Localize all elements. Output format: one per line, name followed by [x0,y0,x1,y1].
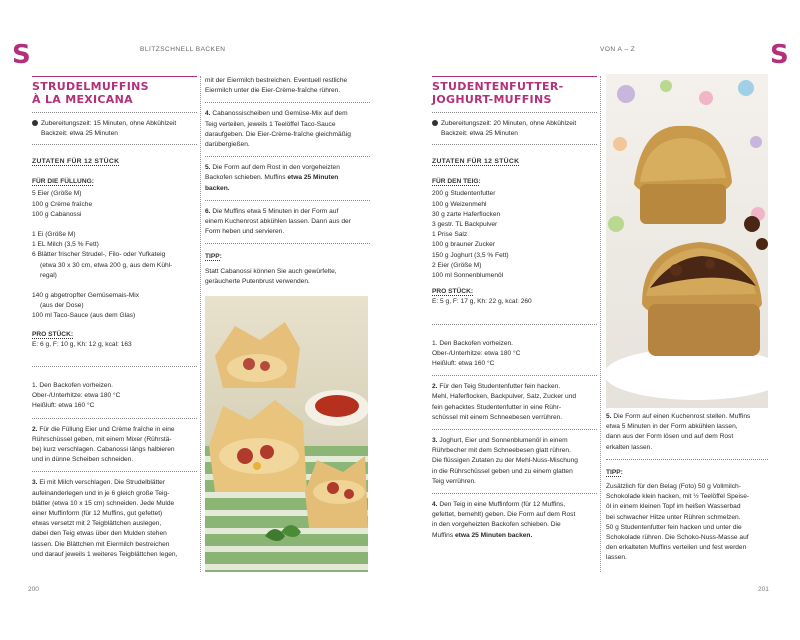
recipe2-step1-line2: Ober-/Unterhitze: etwa 180 °C [432,349,521,357]
ingredient: 100 g Cabanossi [32,210,82,218]
tip-text: öl in einem kleinen Topf im heißen Wasserbad [606,503,741,511]
step-text: lassen. Die Blättchen mit Eiermilch bestreichen [32,540,170,548]
ingredient: regal) [40,271,57,279]
step-number: 4. [432,501,438,509]
ingredient: 2 Eier (Größe M) [432,261,482,269]
recipe2-bake-time: Backzeit: etwa 25 Minuten [441,129,518,137]
step-text: Die flüssigen Zutaten zu der Mehl-Nuss-Mischung [432,457,578,465]
ingredient: (etwa 30 x 30 cm, etwa 200 g, aus dem Kühl- [40,261,173,269]
recipe1-step1-line1: 1. Den Backofen vorheizen. [32,382,114,390]
recipe1-column1 [32,76,197,560]
column-divider [200,76,201,572]
step-text: Mehl, Haferflocken, Backpulver, Salz, Zucker und [432,393,577,401]
step-text: gefettet, bemehlt) geben. Die Form auf dem Rost [432,511,576,519]
step-text: dabei den Teig etwas über den Mulden stehen [32,530,167,538]
clock-icon [432,120,438,126]
ingredient: (aus der Dose) [40,302,84,310]
ingredient: 1 Ei (Größe M) [32,231,76,239]
recipe1-tip [205,267,370,287]
section-letter-left: S [12,40,31,70]
step-text: etwa 5 Minuten in der Form abkühlen lassen, [606,423,738,431]
step-number: 2. [32,425,38,433]
recipe2-tip [606,482,768,564]
step-text: Joghurt, Eier und Sonnenblumenöl in einem [439,437,568,445]
ingredient: 3 gestr. TL Backpulver [432,221,498,229]
recipe1-step3 [32,478,197,560]
step-text: be) kurz verschlagen. Cabanossi längs halbieren [32,446,175,454]
step-number: 2. [432,383,438,391]
step-text: Muffins [432,531,455,539]
recipe2-step1 [432,339,597,370]
recipe1-title [32,76,197,106]
ingredient: 100 ml Sonnenblumenöl [432,272,504,280]
step-text: daraufgeben. Die Eier-Crème-fraîche gleichmäßig [205,130,351,138]
step-text: fein gehacktes Studentenfutter in eine Rühr- [432,403,562,411]
tip-text: den erkalteten Muffins verteilen und fest werden [606,544,747,552]
step-number: 5. [606,413,612,420]
step-text: blätter (etwa 10 x 15 cm) schneiden. Jede Mulde [32,499,175,507]
section-letter-right: S [770,40,789,70]
recipe2-title-line1: STUDENTENFUTTER- [432,80,564,93]
recipe1-prep-line1: Zubereitungszeit: 15 Minuten, ohne Abkühlzeit [41,120,177,127]
step-number: 5. [205,164,211,172]
recipe1-filling-head: FÜR DIE FÜLLUNG: [32,178,94,186]
step-number: 4. [205,110,211,118]
step-text: Teig verrühren. [432,477,476,485]
step-text: erkalten lassen. [606,443,653,451]
step-text: Teig verteilen, jeweils 1 Teelöffel Taco-Sauce [205,120,336,128]
step-text: Die Form auf dem Rost in den vorgeheizten [212,164,340,172]
step-text: mit der Eiermilch bestreichen. Eventuell restliche [205,77,348,84]
recipe1-title-line1: STRUDELMUFFINS [32,80,149,93]
recipe2-dough-head: FÜR DEN TEIG: [432,178,481,186]
recipe1-step6 [205,207,370,238]
column-divider [600,76,601,572]
recipe1-prep-time [32,119,197,138]
ingredient: 150 g Joghurt (3,5 % Fett) [432,251,509,259]
step-text: in die Rührschüssel geben und zu einem glatten [432,467,573,475]
step-text: dann aus der Form lösen und auf dem Rost [606,433,734,441]
recipe2-ingredients-head: ZUTATEN FÜR 12 STÜCK [432,158,520,165]
recipe2-step1-line3: Heißluft: etwa 160 °C [432,360,495,368]
recipe1-dough-list [32,230,197,281]
recipe1-filling-list [32,189,197,220]
step-text: Für die Füllung Eier und Crème fraîche in eine [39,425,175,433]
ingredient: 6 Blätter frischer Strudel-, Filo- oder Yufkateig [32,251,166,259]
ingredient: 100 g brauner Zucker [432,241,496,249]
recipe1-extra-list [32,291,197,322]
ingredient: 30 g zarte Haferflocken [432,210,501,218]
recipe2-title [432,76,597,106]
step-text: schüssel mit einem Schneebesen verrühren. [432,413,563,421]
tip-text: lassen. [606,554,627,562]
step-text: Ei mit Milch verschlagen. Die Strudelblätter [39,479,166,487]
ingredient: 200 g Studentenfutter [432,190,496,198]
step-text: in den vorgeheizten Backofen schieben. Die [432,521,561,529]
step-text: aufeinanderlegen und in je 6 gleich große Teig- [32,489,170,497]
recipe2-tip-head: TIPP: [606,468,623,476]
recipe2-dough-list [432,189,597,281]
recipe1-ingredients-head: ZUTATEN FÜR 12 STÜCK [32,158,120,165]
ingredient: 100 g Crème fraîche [32,200,93,208]
running-head-left: BLITZSCHNELL BACKEN [140,46,226,53]
recipe2-column2 [606,412,768,564]
step-text: Rührschüssel geben, mit einem Mixer (Rührstä- [32,435,172,443]
recipe1-step4 [205,109,370,150]
tip-text: Zusätzlich für den Belag (Foto) 50 g Vollmilch- [606,483,741,491]
step-number: 3. [32,479,38,487]
step-text: einem Kuchenrost abkühlen lassen. Dann aus der [205,218,351,226]
step-text: Für den Teig Studentenfutter fein hacken. [439,383,561,391]
step-number: 3. [432,437,438,445]
page-number-right: 201 [758,586,769,593]
recipe2-nutrition: E: 5 g, F: 17 g, Kh: 22 g, kcal: 260 [432,298,532,306]
ingredient: 100 g Weizenmehl [432,200,487,208]
recipe1-step1-line2: Ober-/Unterhitze: etwa 180 °C [32,392,121,400]
recipe1-nutrition: E: 6 g, F: 10 g, Kh: 12 g, kcal: 163 [32,340,132,348]
recipe1-step5 [205,163,370,194]
recipe2-per-piece-head: PRO STÜCK: [432,288,474,296]
recipe1-tip-head: TIPP: [205,253,222,261]
step-text: darübergießen. [205,141,250,149]
tip-text: 50 g Studentenfutter fein hacken und unter die [606,523,742,531]
strudel-muffins-photo [205,296,368,572]
page-number-left: 200 [28,586,39,593]
step-text-bold: backen. [205,184,230,192]
recipe2-step2 [432,382,597,423]
joghurt-muffins-photo [606,74,768,408]
recipe1-step1 [32,381,197,412]
tip-text: Schokolade klein hacken, mit ½ Teelöffel Speise- [606,493,750,501]
step-text: Cabanossischeiben und Gemüse-Mix auf dem [212,110,348,118]
step-number: 6. [205,207,211,215]
tip-text: bei schwacher Hitze unter Rühren schmelzen. [606,513,741,521]
recipe2-prep-line1: Zubereitungszeit: 20 Minuten, ohne Abkühlzeit [441,120,577,127]
step-text: Backofen schieben. Muffins [205,174,288,182]
step-text: einer Muffinform (für 12 Muffins, gut gefettet) [32,510,163,518]
recipe1-column2 [205,76,370,287]
tip-text: Schokolade rühren. Die Schoko-Nuss-Masse auf [606,534,749,542]
recipe1-bake-time: Backzeit: etwa 25 Minuten [41,129,118,137]
recipe2-step4 [432,500,597,541]
step-text: Den Teig in eine Muffinform (für 12 Muffins, [439,501,566,509]
step-text: Die Muffins etwa 5 Minuten in der Form auf [212,207,339,215]
tip-text: geräucherte Putenbrust verwenden. [205,277,310,285]
ingredient: 1 Prise Salz [432,231,468,239]
recipe1-per-piece-head: PRO STÜCK: [32,330,74,338]
recipe2-title-line2: JOGHURT-MUFFINS [432,92,552,106]
recipe2-prep-time [432,119,597,138]
step-text-bold: etwa 25 Minuten backen. [454,531,533,539]
step-text: Rührbecher mit dem Schneebesen glatt rühren. [432,447,571,455]
recipe2-step5 [606,412,768,453]
ingredient: 1 EL Milch (3,5 % Fett) [32,241,99,249]
recipe2-column1 [432,76,597,541]
recipe2-step1-line1: 1. Den Backofen vorheizen. [432,339,514,347]
running-head-right: VON A – Z [600,46,636,53]
recipe1-step1-line3: Heißluft: etwa 160 °C [32,402,95,410]
ingredient: 5 Eier (Größe M) [32,190,82,198]
recipe1-title-line2: À LA MEXICANA [32,92,133,106]
ingredient: 140 g abgetropfter Gemüsemais-Mix [32,292,140,300]
step-text: und darauf jeweils 1 weiteres Teigblättchen legen, [32,550,178,558]
step-text: Eiermilch unter die Eier-Crème-fraîche rühren. [205,87,341,95]
clock-icon [32,120,38,126]
step-text: etwas versetzt mit 2 Teigblättchen auslegen, [32,520,162,528]
ingredient: 100 ml Taco-Sauce (aus dem Glas) [32,312,136,320]
step-text: Die Form auf einen Kuchenrost stellen. Muffins [613,413,751,420]
step-text: und in dünne Scheiben schneiden. [32,456,134,464]
recipe2-step3 [432,436,597,487]
step-text: Form heben und servieren. [205,228,285,236]
tip-text: Statt Cabanossi können Sie auch gewürfelte, [205,267,337,275]
recipe1-continued [205,76,370,96]
recipe1-step2 [32,425,197,466]
step-text-bold: etwa 25 Minuten [287,174,339,182]
